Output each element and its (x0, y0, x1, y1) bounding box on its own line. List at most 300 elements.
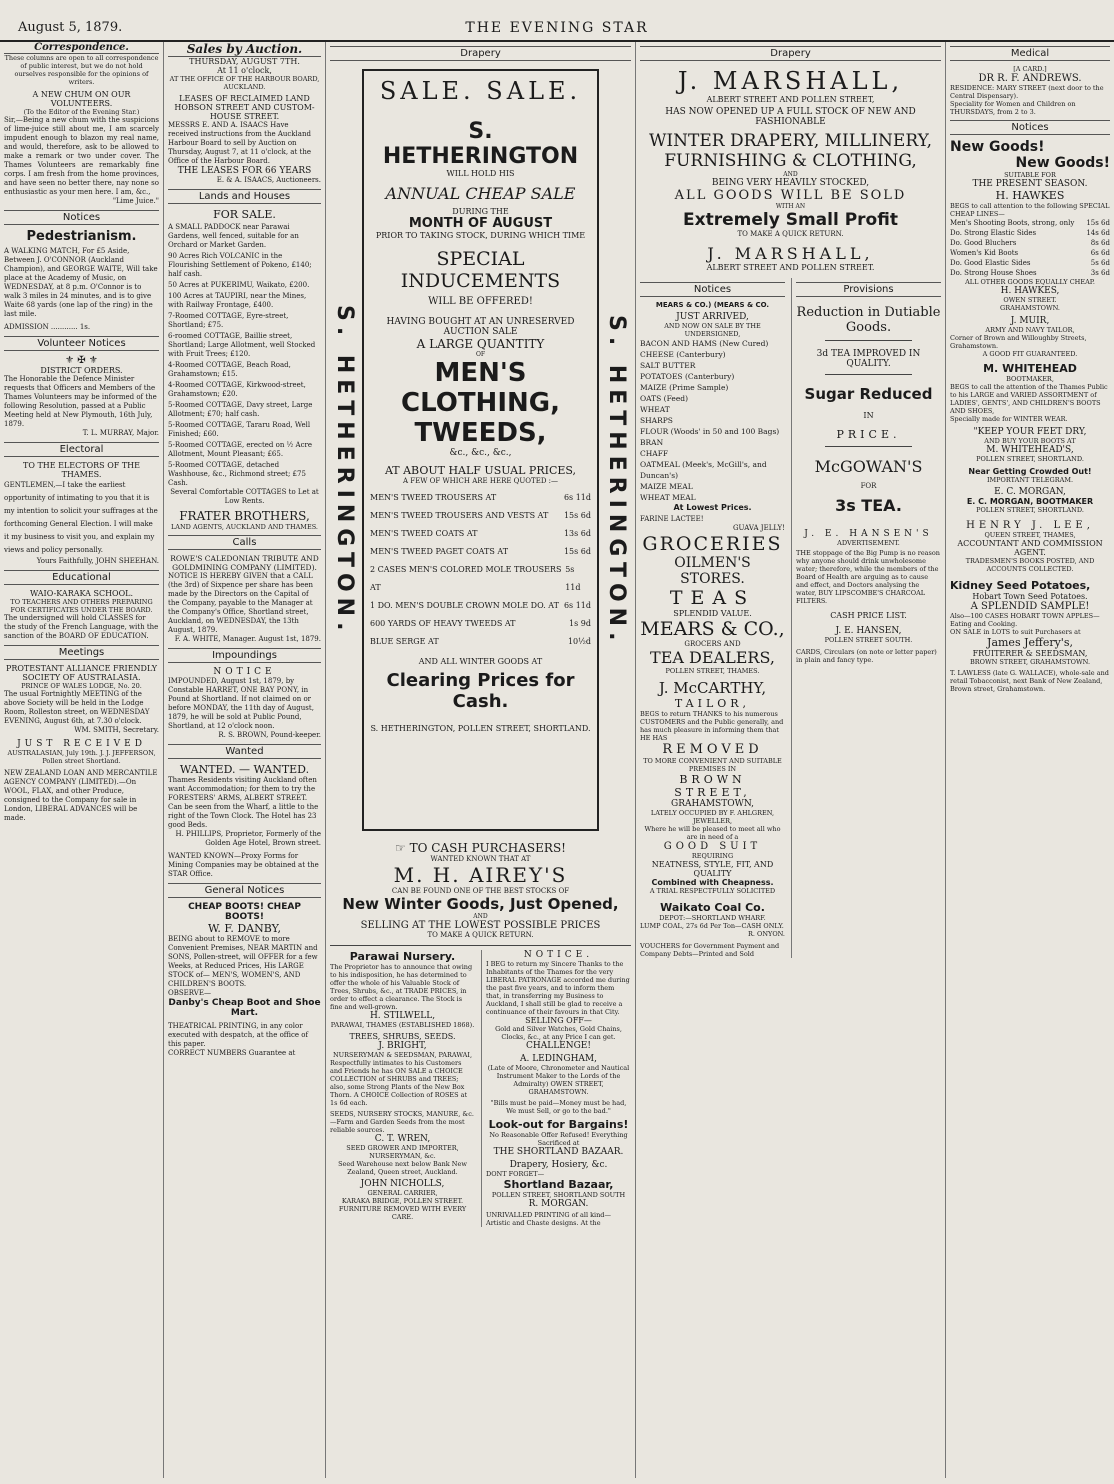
wanted-signature: H. PHILLIPS, Proprietor, Formerly of the Golden Age Hotel, Brown street. (175, 830, 321, 847)
hawkes-price-row (950, 228, 1110, 238)
price-item: MEN'S TWEED PAGET COATS AT (370, 547, 509, 556)
heavily-stocked: BEING VERY HEAVILY STOCKED, (711, 178, 870, 188)
price-item: BLUE SERGE AT (370, 637, 439, 646)
price-item: 600 YARDS OF HEAVY TWEEDS AT (370, 619, 516, 628)
furnishing-clothing: FURNISHING & CLOTHING, (664, 151, 917, 171)
winter-goods: AND ALL WINTER GOODS AT (418, 657, 543, 666)
hawkes-body: BEGS to call attention to the following SPECIAL CHEAP LINES— (950, 202, 1110, 218)
letter-body: Sir,—Being a new chum with the suspicions of lime-juice still about me, I am scarcely impudent enough to blazon my real name, and would, therefore, ask to be allowed to make a remark or two under cover. The Thames Volunteers are remarkably fine corps. I am fresh from the home provinces, and have seen no better there, nay none so enthusiastic as your men here. I am, &c., (4, 116, 159, 196)
wren-address: Seed Warehouse next below Bank New Zealand, Queen street, Auckland. (338, 1160, 467, 1176)
price-row (370, 489, 591, 507)
observe: OBSERVE— (168, 989, 211, 997)
keep-feet-dry: "KEEP YOUR FEET DRY, (973, 427, 1087, 437)
hansen-heading: J. E. HANSEN'S (804, 529, 933, 539)
electors-signature: Yours Faithfully, JOHN SHEEHAN. (36, 557, 159, 565)
crowded-out: Near Getting Crowded Out! (968, 467, 1092, 476)
danby-name: W. F. DANBY, (208, 922, 281, 935)
goods-item: SHARPS (640, 416, 673, 425)
prior-to-stock: PRIOR TO TAKING STOCK, DURING WHICH TIME (375, 231, 586, 240)
goods-item: OATMEAL (Meek's, McGill's, and Duncan's) (640, 460, 767, 480)
pollen-street: POLLEN STREET, THAMES. (665, 667, 760, 675)
sales-by-auction-heading: Sales by Auction. (168, 42, 321, 57)
general-notices-section-label: General Notices (168, 883, 321, 898)
goods-item: OATS (Feed) (640, 394, 689, 403)
hawkes-price: 15s 6d (1086, 219, 1110, 227)
hawkes-item: Men's Shooting Boots, strong, only (950, 219, 1075, 227)
masthead (0, 0, 1114, 42)
bright-body: Respectfully intimates to his Customers and Friends he has ON SALE a CHOICE COLLECTION of SHRUBS and TREES; also, some Strong Plants of the New Box Thorn. A CHOICE Collection of ROSES at 1s 6d each. (330, 1059, 468, 1107)
parawai-body: The Proprietor has to announce that owing to his indisposition, he has determined to offer the whole of his Valuable Stock of Trees, Shrubs, &c., at TRADE PRICES, in order to effect a clearance. The Stock is fine and well-grown. (330, 963, 473, 1011)
neatness: NEATNESS, STYLE, FIT, AND QUALITY (651, 860, 774, 878)
hawkes-price-row (950, 268, 1110, 278)
provisions-section-label: Provisions (796, 282, 941, 297)
notice-body: I BEG to return my Sincere Thanks to the Inhabitants of the Thames for the very LIBERAL PATRONAGE accorded me during the past five years, and to inform them that, in transferring my Business to Auckland, I shall still be glad to receive a continuance of their favours in that City. (486, 960, 630, 1016)
for-sale-heading: FOR SALE. (213, 208, 276, 221)
protestant-alliance-heading: PROTESTANT ALLIANCE FRIENDLY SOCIETY OF AUSTRALASIA. (5, 664, 158, 682)
special-inducements: SPECIAL INDUCEMENTS (400, 248, 561, 292)
column-4 (636, 42, 946, 1478)
all-other-goods: ALL OTHER GOODS EQUALLY CHEAP. (965, 278, 1095, 286)
price-item: 1 DO. MEN'S DOUBLE CROWN MOLE DO. AT (370, 601, 559, 610)
hawkes-item: Do. Strong Elastic Sides (950, 229, 1037, 237)
drapery-section-label-2: Drapery (640, 46, 941, 61)
andrews-speciality: Speciality for Women and Children on THURSDAYS, from 2 to 3. (950, 100, 1076, 116)
hawkes-item: Do. Strong House Shoes (950, 269, 1037, 277)
price-list (370, 489, 591, 651)
lookout-bargains: Look-out for Bargains! (488, 1118, 629, 1131)
nicholls-name: JOHN NICHOLLS, (360, 1179, 445, 1189)
wanted-body: Thames Residents visiting Auckland often want Accommodation; for them to try the FORESTERS' ARMS, ALBERT STREET. Can be seen from the Wharf, a little to the right of the Town Clock. The Hotel has 23 good Beds. (168, 776, 319, 829)
hawkes-price-list (950, 218, 1110, 278)
with-an: WITH AN (775, 203, 806, 210)
auction-date: THURSDAY, AUGUST 7TH. (189, 57, 300, 66)
waikato-coal: Waikato Coal Co. (660, 901, 765, 914)
hansen-signature: J. E. HANSEN, (835, 626, 902, 636)
will-be-offered: WILL BE OFFERED! (428, 296, 533, 307)
hawkes-price: 14s 6d (1086, 229, 1110, 237)
andrews-name: DR R. F. ANDREWS. (978, 73, 1082, 84)
auction-time: At 11 o'clock, (217, 66, 272, 75)
hawkes-item: Do. Good Bluchers (950, 239, 1017, 247)
tea-dealers: TEA DEALERS, (650, 648, 775, 667)
cheap-boots-heading: CHEAP BOOTS! CHEAP BOOTS! (188, 902, 301, 922)
vouchers: VOUCHERS for Government Payment and Company Debts—Printed and Sold (640, 942, 780, 958)
hawkes-price: 5s 6d (1090, 259, 1110, 267)
jeffery-name: James Jeffery's, (987, 636, 1073, 649)
teas: TEAS (669, 587, 756, 609)
danby-mart: Danby's Cheap Boot and Shoe Mart. (168, 998, 321, 1018)
mccarthy-name: J. McCARTHY, (658, 679, 767, 697)
card-label: [A CARD.] (1013, 65, 1047, 73)
column-4-lower (640, 278, 941, 958)
farine-lactee: FARINE LACTEE! (640, 515, 704, 523)
whitehead-name-2: M. WHITEHEAD'S, (986, 445, 1074, 455)
etc: &c., &c., &c., (449, 448, 512, 458)
present-season: THE PRESENT SEASON. (972, 179, 1088, 189)
muir-name: J. MUIR, (1010, 316, 1050, 326)
marshall-name: J. MARSHALL, (677, 67, 904, 95)
leases-body: MESSRS E. AND A. ISAACS Have received instructions from the Auckland Harbour Board to sell by Auction on Thursday, August 7, at 11 o'clock, at the Office of the Harbour Board. (168, 121, 311, 165)
having-bought: HAVING BOUGHT AT AN UNRESERVED AUCTION SALE (386, 317, 575, 337)
parawai-heading: Parawai Nursery. (349, 950, 456, 963)
tweeds: TWEEDS, (414, 418, 547, 448)
all-goods-sold: ALL GOODS WILL BE SOLD (674, 188, 907, 203)
correspondence-note: These columns are open to all correspondence of public interest, but we do not hold ourselves responsible for the opinions of writers. (4, 54, 159, 86)
column-5 (946, 42, 1114, 1478)
leases-66-years: THE LEASES FOR 66 YEARS (177, 166, 312, 176)
waikato-depot: DEPOT:—SHORTLAND WHARF. (659, 914, 766, 922)
airey-name: M. H. AIREY'S (393, 863, 568, 887)
school-subheading: TO TEACHERS AND OTHERS PREPARING FOR CERTIFICATES UNDER THE BOARD. (10, 598, 153, 614)
price-value: 10½d (567, 637, 591, 646)
splendid-sample: A SPLENDID SAMPLE! (970, 601, 1090, 612)
sale-item: 6-roomed COTTAGE, Baillie street, Shortland; Large Allotment, well Stocked with Fruit Trees; £120. (168, 332, 316, 358)
mears-name: MEARS & CO., (640, 618, 785, 640)
dont-forget: DONT FORGET— (486, 1170, 545, 1178)
goods-list (640, 338, 785, 503)
letter-to: (To the Editor of the Evening Star.) (23, 108, 140, 116)
ledingham-name: A. LEDINGHAM, (519, 1054, 598, 1064)
hawkes-price-row (950, 218, 1110, 228)
splendid-value: SPLENDID VALUE. (673, 609, 752, 618)
price-item: MEN'S TWEED COATS AT (370, 529, 478, 538)
for-label: FOR (860, 482, 877, 490)
seeds-notice: SEEDS, NURSERY STOCKS, MANURE, &c.—Farm and Garden Seeds from the most reliable sources. (330, 1110, 474, 1134)
rowes-signature: F. A. WHITE, Manager. August 1st, 1879. (174, 635, 321, 643)
unrivalled-printing: UNRIVALLED PRINTING of all kind—Artistic and Chaste designs. At the (486, 1211, 611, 1227)
lately-occupied: LATELY OCCUPIED BY F. AHLGREN, JEWELLER, (650, 809, 775, 825)
nicholls-address: KARAKA BRIDGE, POLLEN STREET. (341, 1197, 464, 1205)
good-fit: A GOOD FIT GUARANTEED. (982, 350, 1078, 358)
winter-wear: Specially made for WINTER WEAR. (950, 415, 1068, 423)
large-quantity: A LARGE QUANTITY (416, 337, 545, 351)
district-orders-heading: DISTRICT ORDERS. (40, 366, 123, 375)
whitehead-name: M. WHITEHEAD (983, 362, 1077, 375)
admission-price: ADMISSION ............ 1s. (4, 323, 91, 331)
goods-item: CHEESE (Canterbury) (640, 350, 726, 359)
cash-price-list: CASH PRICE LIST. (830, 611, 907, 620)
accountant: ACCOUNTANT AND COMMISSION AGENT. (957, 539, 1103, 557)
column-3-lower-right (481, 950, 631, 1227)
price-row (370, 525, 591, 543)
drapery-section-label-1: Drapery (330, 46, 631, 61)
divider (825, 446, 912, 447)
groceries: GROCERIES (642, 533, 783, 555)
auctioneer-signature: E. & A. ISAACS, Auctioneers. (216, 176, 321, 184)
column-4-lower-right (791, 278, 941, 958)
price-value: 6s 11d (563, 601, 591, 610)
tailor: TAILOR, (674, 697, 751, 710)
price-item: MEN'S TWEED TROUSERS AT (370, 493, 497, 502)
price-value: 1s 9d (569, 619, 591, 628)
just-received-heading: JUST RECEIVED (17, 739, 146, 749)
hawkes-price: 3s 6d (1090, 269, 1110, 277)
sugar-reduced: Sugar Reduced (804, 385, 933, 403)
hansen-body: THE stoppage of the Big Pump is no reason why anyone should drink unwholesome water; therefore, while the members of the Board of Health are arguing as to cause and effect, and Doctors analysing the water, BUY LIPSCOMBE'S CHARCOAL FILTERS. (796, 549, 940, 605)
sale-item: 100 Acres at TAUPIRI, near the Mines, with Railway Frontage, £400. (168, 292, 307, 309)
grahamstown: GRAHAMSTOWN, (671, 799, 754, 809)
issue-date: August 5, 1879. (18, 20, 123, 35)
meetings-section-label: Meetings (4, 645, 159, 660)
column-3-lower (330, 945, 631, 1227)
letter-signature: "Lime Juice." (112, 197, 159, 205)
just-arrived: JUST ARRIVED, (676, 312, 749, 322)
wren-sub: SEED GROWER AND IMPORTER, NURSERYMAN, &c. (346, 1144, 459, 1160)
impound-body: IMPOUNDED, August 1st, 1879, by Constable HARRET, ONE BAY PONY, in Pound at Shortland. If not claimed on or before MONDAY, the 11th day of August, 1879, he will be sold at Public Pound, Shortland, at 12 o'clock noon. (168, 677, 314, 730)
volunteer-section-label: Volunteer Notices (4, 336, 159, 351)
pedestrianism-heading: Pedestrianism. (26, 229, 137, 244)
morgan-address: POLLEN STREET, SHORTLAND. (976, 506, 1084, 514)
electors-heading: TO THE ELECTORS OF THE THAMES. (23, 461, 140, 479)
goods-item: MAIZE (Prime Sample) (640, 383, 729, 392)
whitehead-address: POLLEN STREET, SHORTLAND. (976, 455, 1084, 463)
nicholls-sub: GENERAL CARRIER, (367, 1189, 438, 1197)
requiring: REQUIRING (691, 852, 734, 860)
lump-coal: LUMP COAL, 27s 6d Per Ton—CASH ONLY. (640, 922, 784, 930)
crest-icon: ⚜ ✠ ⚜ (65, 355, 98, 366)
hawkes-price-row (950, 248, 1110, 258)
mccarthy-body: BEGS to return THANKS to his numerous CUSTOMERS and the Public generally, and has much pleasure in informing them that HE HAS (640, 710, 784, 742)
hansen-address: POLLEN STREET SOUTH. (824, 636, 913, 644)
hawkes-price: 8s 6d (1090, 239, 1110, 247)
marshall-name-2: J. MARSHALL, (707, 244, 874, 263)
suitable-for: SUITABLE FOR (1004, 171, 1056, 179)
just-received-body: AUSTRALASIAN, July 19th. J. J. JEFFERSON, Pollen street Shortland. (7, 749, 156, 765)
half-prices: AT ABOUT HALF USUAL PRICES, (384, 464, 577, 477)
kidney-potatoes: Kidney Seed Potatoes, (950, 579, 1091, 592)
grocers-and: GROCERS AND (684, 640, 741, 648)
cash-purchasers: ☞ TO CASH PURCHASERS! (395, 841, 566, 855)
district-orders-body: The Honorable the Defence Minister requests that Officers and Members of the Thames Volunteers may be informed of the following Resolution, passed at a Public Meeting held at New Plymouth, 16th July, 1879. (4, 375, 157, 428)
price-row (370, 543, 591, 561)
price-row (370, 507, 591, 525)
sale-list (168, 223, 321, 488)
wanted-section-label: Wanted (168, 744, 321, 759)
hawkes-item: Women's Kid Boots (950, 249, 1019, 257)
onyon-name: R. ONYON. (747, 930, 785, 938)
sale-heading: SALE. SALE. (379, 77, 582, 105)
goods-item: CHAFF (640, 449, 669, 458)
lawless-notice: T. LAWLESS (late G. WALLACE), whole-sale and retail Tobacconist, next Bank of New Zealand, Brown street, Grahamstown. (950, 669, 1109, 693)
column-1 (0, 42, 164, 1478)
andrews-residence: RESIDENCE: MARY STREET (next door to the Central Dispensary). (950, 84, 1104, 100)
few-quoted: A FEW OF WHICH ARE HERE QUOTED :— (402, 477, 559, 485)
goods-item: SALT BUTTER (640, 361, 696, 370)
column-4-lower-left (640, 278, 785, 958)
hawkes-price: 6s 6d (1090, 249, 1110, 257)
watches: Gold and Silver Watches, Gold Chains, Clocks, &c., at any Price I can get. (495, 1025, 622, 1041)
price-row (370, 597, 591, 615)
sale-item: A SMALL PADDOCK near Parawai Gardens, well fenced, suitable for an Orchard or Market Garden. (168, 223, 299, 249)
removed: REMOVED (662, 742, 763, 757)
trial-solicited: A TRIAL RESPECTFULLY SOLICITED (649, 887, 776, 895)
sale-item: 5-Roomed COTTAGE, Tararu Road, Well Finished; £60. (168, 421, 311, 438)
sale-item: 4-Roomed COTTAGE, Kirkwood-street, Grahamstown; £20. (168, 381, 306, 398)
rowes-body: NOTICE IS HEREBY GIVEN that a CALL (the 3rd) of Sixpence per share has been made by the Directors on the Capital of the Company, payable to the Manager at the Company's Office, Shortland street, Auckland, on WEDNESDAY, the 13th August, 1879. (168, 572, 314, 634)
goods-item: MAIZE MEAL (640, 482, 693, 491)
impound-signature: R. S. BROWN, Pound-keeper. (218, 731, 321, 739)
meeting-signature: WM. SMITH, Secretary. (74, 726, 159, 734)
electoral-section-label: Electoral (4, 442, 159, 457)
wanted-known-proxy: WANTED KNOWN—Proxy Forms for Mining Companies may be obtained at the STAR Office. (168, 852, 319, 878)
mcgowans: McGOWAN'S (814, 457, 923, 476)
lee-name: HENRY J. LEE, (966, 520, 1094, 531)
army-navy-tailor: ARMY AND NAVY TAILOR, (985, 326, 1075, 334)
oilmens-stores: OILMEN'S STORES. (674, 555, 751, 587)
electors-body: GENTLEMEN,—I take the earliest opportunity of intimating to you that it is my intention to solicit your suffrages at the forthcoming General Election. I will make it my business to visit you, and explain my views and policy personally. (4, 481, 158, 554)
annual-sale: ANNUAL CHEAP SALE (385, 184, 576, 203)
winter-drapery: WINTER DRAPERY, MILLINERY, (648, 131, 933, 151)
lands-section-label: Lands and Houses (168, 189, 321, 204)
of-label: OF (475, 351, 486, 358)
wren-name: C. T. WREN, (374, 1134, 431, 1144)
small-profit: Extremely Small Profit (683, 210, 898, 230)
correspondence-heading: Correspondence. (4, 42, 159, 54)
notices-section-label-3: Notices (950, 120, 1110, 135)
buy-boots: AND BUY YOUR BOOTS AT (984, 437, 1076, 445)
price-value: 15s 6d (563, 511, 591, 520)
frater-sub: LAND AGENTS, AUCKLAND AND THAMES. (170, 523, 318, 531)
price-row (370, 615, 591, 633)
hetherington-vertical-right: S. HETHERINGTON. (604, 315, 629, 647)
hawkes-item: Do. Good Elastic Sides (950, 259, 1031, 267)
cottages-to-let: Several Comfortable COTTAGES to Let at Low Rents. (170, 488, 319, 505)
sale-item: 5-Roomed COTTAGE, Davy street, Large Allotment; £70; half cash. (168, 401, 313, 418)
fruiterer: FRUITERER & SEEDSMAN, (972, 649, 1088, 658)
bright-name: J. BRIGHT, (378, 1041, 427, 1051)
rowes-heading: ROWE'S CALEDONIAN TRIBUTE AND GOLDMINING COMPANY (LIMITED). (170, 554, 319, 572)
bazaar-address: POLLEN STREET, SHORTLAND SOUTH (491, 1191, 626, 1199)
hetherington-name: S. HETHERINGTON (382, 119, 579, 169)
goods-item: POTATOES (Canterbury) (640, 372, 735, 381)
goods-item: WHEAT MEAL (640, 493, 696, 502)
apples: Also—100 CASES HOBART TOWN APPLES—Eating and Cooking. (950, 612, 1100, 628)
can-be-found: CAN BE FOUND ONE OF THE BEST STOCKS OF (391, 887, 570, 895)
danby-body: BEING about to REMOVE to more Convenient Premises, NEAR MARTIN and SONS, Pollen-street, will OFFER for a few Weeks, at Reduced Prices, His LARGE STOCK of— MEN'S, WOMEN'S, AND CHILDREN'S BOOTS. (168, 935, 318, 988)
paper-title: THE EVENING STAR (465, 20, 649, 36)
pedestrianism-body: A WALKING MATCH, For £5 Aside, Between J. O'CONNOR (Auckland Champion), and GEORGE WAITE, Will take place at the Academy of Music, on WEDNESDAY, at 8 p.m. O'Connor is to walk 3 miles in 24 minutes, and is to give Waite 68 yards (one lap of the ring) in the last mile. (4, 247, 158, 318)
good-suit: GOOD SUIT (663, 841, 762, 852)
hawkes-price-row (950, 238, 1110, 248)
tea-3s: 3s TEA. (835, 496, 902, 515)
morgan-shop: E. C. MORGAN, BOOTMAKER (966, 497, 1094, 506)
goods-item: BRAN (640, 438, 664, 447)
combined-cheapness: Combined with Cheapness. (651, 878, 774, 887)
school-body: The undersigned will hold CLASSES for the study of the French Language, with the sanction of the BOARD OF EDUCATION. (4, 614, 159, 640)
district-orders-signature: T. L. MURRAY, Major. (82, 429, 159, 437)
column-2 (164, 42, 326, 1478)
calls-section-label: Calls (168, 535, 321, 550)
hansen-advertisement: ADVERTISEMENT. (837, 539, 900, 547)
price-row (370, 633, 591, 651)
educational-section-label: Educational (4, 570, 159, 585)
new-winter-goods: New Winter Goods, Just Opened, (342, 895, 619, 913)
goods-item: BACON AND HAMS (New Cured) (640, 339, 769, 348)
hetherington-ad (330, 65, 631, 835)
month-august: MONTH OF AUGUST (408, 216, 553, 231)
impound-notice-heading: NOTICE (213, 667, 276, 677)
cards-circulars: CARDS, Circulars (on note or letter paper) in plain and fancy type. (796, 648, 937, 664)
medical-section-label: Medical (950, 46, 1110, 61)
notices-section-label-2: Notices (640, 282, 785, 297)
notices-section-label: Notices (4, 210, 159, 225)
jeffery-address: BROWN STREET, GRAHAMSTOWN. (969, 658, 1091, 666)
whitehead-body: BEGS to call the attention of the Thames Public to his LARGE and VARIED ASSORTMENT of LADIES', GENTS', AND CHILDREN'S BOOTS AND SHOES, (950, 383, 1108, 415)
pointing-hand-icon: ☞ (395, 841, 410, 855)
column-3-lower-left (330, 950, 475, 1227)
lee-address: QUEEN STREET, THAMES, (984, 531, 1076, 539)
tradesmen-books: TRADESMEN'S BOOKS POSTED, AND ACCOUNTS COLLECTED. (965, 557, 1095, 573)
wanted-heading: WANTED. — WANTED. (179, 763, 310, 776)
selling-lowest: SELLING AT THE LOWEST POSSIBLE PRICES (360, 920, 601, 931)
grahamstown-2: GRAHAMSTOWN. (1000, 304, 1060, 312)
tea-improved: 3d TEA IMPROVED IN QUALITY. (816, 349, 921, 369)
and-label-2: AND (783, 171, 798, 178)
frater-brothers: FRATER BROTHERS, (179, 509, 310, 523)
muir-address: Corner of Brown and Willoughby Streets, Grahamstown. (950, 334, 1087, 350)
column-3 (326, 42, 636, 1478)
brown-street: BROWN STREET, (674, 773, 751, 799)
now-on-sale: AND NOW ON SALE BY THE UNDERSIGNED, (664, 322, 761, 338)
lowest-prices: At Lowest Prices. (673, 503, 752, 512)
bright-sub: NURSERYMAN & SEEDSMAN, PARAWAI, (332, 1051, 473, 1059)
school-heading: WAIO-KARAKA SCHOOL. (29, 589, 134, 598)
meeting-body: The usual Fortnightly MEETING of the above Society will be held in the Lodge Room, Rolleston street, on WEDNESDAY EVENING, August 6th, at 7.30 o'clock. (4, 690, 150, 725)
during: DURING THE (452, 207, 509, 216)
mears-head: MEARS & CO.) (MEARS & CO. (655, 301, 770, 309)
goods-item: FLOUR (Woods' in 50 and 100 Bags) (640, 427, 780, 436)
bootmaker: BOOTMAKER, (1006, 375, 1054, 383)
price-value: 15s 6d (563, 547, 591, 556)
hawkes-signature: H. HAWKES, (1000, 286, 1060, 296)
will-hold: WILL HOLD HIS (446, 169, 515, 178)
no-reasonable: No Reasonable Offer Refused! Everything Sacrificed at (489, 1131, 628, 1147)
price-row (370, 561, 591, 597)
letter-title: A NEW CHUM ON OUR VOLUNTEERS. (32, 90, 131, 108)
hawkes-price-row (950, 258, 1110, 268)
sale-item: 90 Acres Rich VOLCANIC in the Flourishing Settlement of Pokeno, £140; half cash. (168, 252, 312, 278)
sale-item: 7-Roomed COTTAGE, Eyre-street, Shortland; £75. (168, 312, 289, 329)
quick-return-2: TO MAKE A QUICK RETURN. (737, 230, 844, 238)
lodge-name: PRINCE OF WALES LODGE, No. 20. (21, 682, 142, 690)
important-telegram: IMPORTANT TELEGRAM. (986, 476, 1074, 484)
opened-full-stock: HAS NOW OPENED UP A FULL STOCK OF NEW AND FASHIONABLE (665, 107, 916, 127)
reduction-dutiable: Reduction in Dutiable Goods. (796, 305, 941, 335)
furniture-removed: FURNITURE REMOVED WITH EVERY CARE. (338, 1205, 467, 1221)
sale-item: 5-Roomed COTTAGE, erected on ½ Acre Allotment, Mount Pleasant; £65. (168, 441, 313, 458)
on-sale-lots: ON SALE in LOTS to suit Purchasers at (950, 628, 1081, 636)
new-goods-2: New Goods! (1015, 155, 1110, 171)
correct-numbers: CORRECT NUMBERS Guarantee at (168, 1049, 296, 1057)
where-pleased: Where he will be pleased to meet all who are in need of a (644, 825, 781, 841)
clearing-prices: Clearing Prices for Cash. (386, 670, 575, 712)
price-item: MEN'S TWEED TROUSERS AND VESTS AT (370, 511, 549, 520)
guava-jelly: GUAVA JELLY! (732, 524, 785, 532)
shortland-bazaar-heading: THE SHORTLAND BAZAAR. (493, 1147, 624, 1157)
divider (825, 374, 912, 375)
marshall-address-2: ALBERT STREET AND POLLEN STREET. (706, 263, 875, 272)
morgan-name: R. MORGAN. (528, 1199, 589, 1209)
divider (825, 340, 912, 341)
stilwell-name: H. STILWELL, (369, 1011, 436, 1021)
price-value: 13s 6d (563, 529, 591, 538)
and-label: AND (473, 913, 488, 920)
owen-street: OWEN STREET. (1003, 296, 1057, 304)
trees-heading: TREES, SHRUBS, SEEDS. (349, 1032, 456, 1041)
quick-return: TO MAKE A QUICK RETURN. (427, 931, 534, 939)
marshall-address: ALBERT STREET AND POLLEN STREET, (706, 95, 875, 104)
hetherington-vertical-left: S. HETHERINGTON. (332, 305, 357, 637)
